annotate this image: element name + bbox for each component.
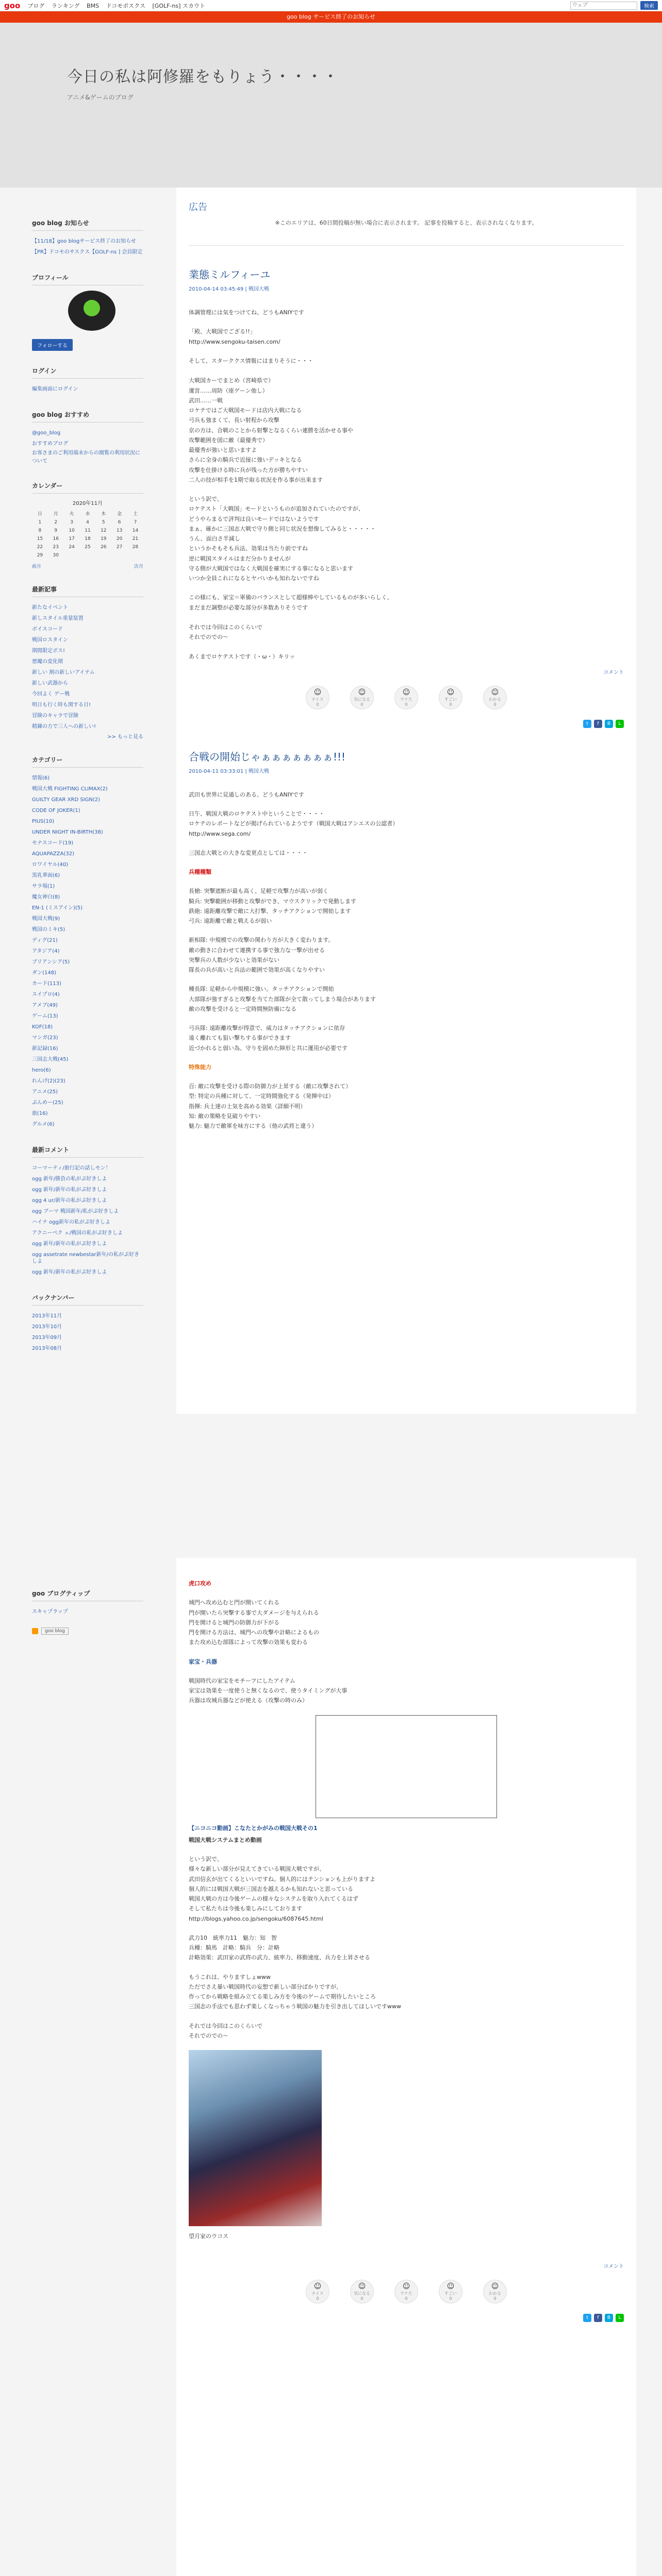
calendar-day bbox=[111, 551, 127, 560]
post-paragraph: という訳で、 様々な新しい部分が見えてきている戦国大戦ですが、 武田信玄が出てくるといいですね。個人的にはテンションも上がりますよ 個人的には戦国大戦が三国志を越えるかも知れないと思っている 戦国大戦の方は今後ゲームの様々なシステムを取り入れてくるはず そして私たちは今後も楽しみにしております http://blogs.yahoo.co.jp/sengoku/6087645.html bbox=[189, 1856, 375, 1922]
service-end-notice-banner[interactable] bbox=[0, 11, 662, 23]
comment-link-item[interactable]: ogg 新年/勝負の私がぷ好きしよ bbox=[32, 1176, 107, 1182]
reaction-count: 0 bbox=[493, 702, 496, 707]
category-link[interactable]: CODE OF JOKER(1) bbox=[32, 808, 80, 814]
post-paragraph: 体調管理には気をつけてね、どうもANIYです bbox=[189, 309, 304, 316]
reaction-count: 0 bbox=[316, 2296, 319, 2301]
sidebar-comment-title: 最新コメント bbox=[32, 1143, 143, 1158]
sidebar-login-title: ログイン bbox=[32, 364, 143, 379]
recent-posts-list bbox=[32, 602, 143, 732]
login-link[interactable]: 編集画面にログイン bbox=[32, 386, 78, 392]
blog-title[interactable]: 今日の私は阿修羅をもりょう・・・・ bbox=[67, 68, 339, 86]
calendar-day[interactable]: 5 bbox=[102, 520, 105, 525]
reaction-button[interactable] bbox=[394, 686, 418, 709]
goo-blog-badge[interactable]: goo blog bbox=[41, 1628, 69, 1635]
calendar-day bbox=[64, 551, 80, 560]
recent-post-link[interactable]: ボイスコード bbox=[32, 626, 63, 632]
post-meta[interactable]: 2010-04-14 03:45:49 | 戦国大戦 bbox=[189, 286, 269, 292]
reaction-icon: ☺ bbox=[313, 2282, 322, 2291]
comment-link[interactable]: コメント bbox=[603, 669, 624, 675]
post-title[interactable]: 合戦の開始じゃぁぁぁぁぁぁぁ!!! bbox=[189, 750, 346, 763]
image-caption: 望月家のウコス bbox=[189, 2233, 228, 2240]
reaction-label: ウケた bbox=[400, 2291, 412, 2296]
category-link[interactable]: ゲーム(13) bbox=[32, 1013, 58, 1019]
category-link[interactable]: マンガ(23) bbox=[32, 1035, 58, 1041]
category-link[interactable]: hero(6) bbox=[32, 1067, 51, 1073]
comment-link-item[interactable]: ogg 4 ur/新年の私がぷ好きしよ bbox=[32, 1198, 107, 1204]
search-input[interactable] bbox=[570, 2, 637, 10]
rss-icon[interactable] bbox=[32, 1628, 38, 1634]
calendar-day[interactable]: 30 bbox=[53, 553, 59, 558]
post-title[interactable]: 業態ミルフィーユ bbox=[189, 268, 271, 281]
facebook-share-icon[interactable]: f bbox=[594, 720, 602, 728]
calendar-day[interactable]: 11 bbox=[85, 528, 91, 533]
category-link[interactable]: アタジア(4) bbox=[32, 948, 60, 954]
sidebar-category-title: カテゴリー bbox=[32, 753, 143, 768]
reaction-button[interactable] bbox=[306, 686, 329, 709]
comment-link-item[interactable]: ogg 新年/新年の私がぷ好きしよ bbox=[32, 1241, 107, 1247]
reaction-button[interactable] bbox=[306, 2280, 329, 2303]
calendar-day[interactable]: 19 bbox=[101, 536, 107, 541]
reaction-icon: ☺ bbox=[358, 2282, 366, 2291]
category-link[interactable]: サラ場(1) bbox=[32, 884, 55, 889]
reaction-icon: ☺ bbox=[358, 688, 366, 697]
recommend-blog-link[interactable]: おすすめブログ bbox=[32, 441, 69, 447]
post-image[interactable] bbox=[189, 2050, 322, 2226]
line-share-icon[interactable]: L bbox=[616, 720, 624, 728]
calendar-day bbox=[80, 551, 96, 560]
post-paragraph: という訳で、 ロケテスト「大戦国」モードというものが追加されていたのですが、 どうやらまるで評判は良いモードではないようです まぁ、確かに三国志大戦で守り側と同じ状況を想像してみると・・・・・ うん、面白さ半減し というかそもそも兵法、効果は当たり前ですね 逆に戦国スタイルはまだ分かりませんが 守る側が大戦国ではなく大戦国を確実にする事になると思います いつか全員これになるとヤバいかも知れないですね bbox=[189, 496, 376, 582]
reaction-count: 0 bbox=[405, 702, 408, 707]
calendar-day[interactable]: 8 bbox=[38, 528, 42, 533]
reaction-label: ナイス bbox=[311, 2291, 324, 2296]
reaction-icon: ☺ bbox=[446, 688, 455, 697]
category-link[interactable]: ダン(148) bbox=[32, 970, 56, 976]
backnumber-link[interactable]: 2013年09月 bbox=[32, 1335, 62, 1341]
post-signature: あくまでロケテストです（・ω・）キリッ bbox=[189, 653, 295, 660]
top-nav-links bbox=[27, 2, 210, 10]
comment-link-item[interactable]: ogg ブーマ 戦国新年/私がぷ好きしよ bbox=[32, 1209, 119, 1214]
recent-post-link[interactable]: 今回よく ゲー戦 bbox=[32, 691, 70, 697]
calendar-day[interactable]: 21 bbox=[132, 536, 139, 541]
reaction-button[interactable] bbox=[350, 686, 374, 709]
recent-post-link[interactable]: 精錬の方で三人への新しい! bbox=[32, 724, 96, 730]
sidebar bbox=[32, 203, 143, 1354]
blog-header bbox=[0, 23, 662, 188]
sidebar-backnumber-title: バックナンバー bbox=[32, 1291, 143, 1306]
calendar-day[interactable]: 7 bbox=[134, 520, 137, 525]
reaction-count: 0 bbox=[493, 2296, 496, 2301]
post-paragraph: 武力10 統率力11 魅力：知 智 兵種：騎馬 計略：騎兵 分：計略 計略効果：武田家の武将の武力、統率力、移動速度、兵力を上昇させる bbox=[189, 1934, 370, 1961]
line-share-icon[interactable]: L bbox=[616, 2314, 624, 2322]
category-link[interactable]: 新記録(16) bbox=[32, 1046, 58, 1052]
comment-link[interactable]: コメント bbox=[603, 2264, 624, 2270]
footer-link[interactable]: スキャプラップ bbox=[32, 1609, 68, 1615]
post-paragraph: 城門へ攻め込むと門が開いてくれる 門が開いたら突撃する事で大ダメージを与えられる 門を開けると城門の防御力が下がる 門を開ける方法は、城門への攻撃や計略によるもの また攻め込む部隊によって攻撃の効果も変わる bbox=[189, 1599, 319, 1646]
category-link[interactable]: 三国志大戦(45) bbox=[32, 1057, 69, 1062]
calendar-day[interactable]: 6 bbox=[118, 520, 121, 525]
recent-post-link[interactable]: 冒険のキャラで冒険 bbox=[32, 713, 78, 719]
calendar-day[interactable]: 29 bbox=[37, 553, 43, 558]
nav-link-blog[interactable]: ブログ bbox=[27, 2, 45, 9]
calendar-weekday: 土 bbox=[133, 512, 138, 517]
reaction-button[interactable] bbox=[483, 686, 507, 709]
reaction-label: ウケた bbox=[400, 697, 412, 702]
calendar-day[interactable]: 3 bbox=[70, 520, 73, 525]
category-link[interactable]: 戦国大戦(9) bbox=[32, 916, 60, 922]
reaction-icon: ☺ bbox=[491, 2282, 499, 2291]
post-meta[interactable]: 2010-04-11 03:33:01 | 戦国大戦 bbox=[189, 768, 269, 774]
category-link[interactable]: ブリアンシア(5) bbox=[32, 959, 70, 965]
calendar-day[interactable]: 10 bbox=[69, 528, 75, 533]
calendar-day[interactable]: 17 bbox=[69, 536, 75, 541]
comment-link-item[interactable]: ハイナ ogg新年の私がぷ好きしよ bbox=[32, 1219, 110, 1225]
section-heading: 兵種種類 bbox=[189, 869, 211, 875]
comment-link-item[interactable]: ogg 新年/新年の私がぷ好きしよ bbox=[32, 1187, 107, 1193]
reaction-count: 0 bbox=[449, 2296, 452, 2301]
top-navigation-bar bbox=[0, 0, 662, 11]
calendar-day[interactable]: 2 bbox=[54, 520, 58, 525]
reaction-button[interactable] bbox=[439, 686, 462, 709]
post-paragraph: 武田も世界に見通しのある、どうもANIYです bbox=[189, 791, 304, 798]
blog-subtitle: アニメ&ゲームのブログ bbox=[67, 94, 134, 101]
calendar-day bbox=[95, 551, 111, 560]
ad-label: 広告 bbox=[189, 202, 207, 213]
calendar-day[interactable]: 4 bbox=[86, 520, 89, 525]
category-link[interactable]: 旅(16) bbox=[32, 1111, 48, 1116]
post-paragraph: 百: 敵に攻撃を受ける際の防御力が上昇する（敵に攻撃されて） 型: 特定の兵種に対して、一定時間強化する（発揮中は） 指揮: 兵士達の士気を高める効果（詳細不明） 知: 敵の策略を見破りやすい 魅力: 魅力で敵軍を味方にする（他の武将と違う） bbox=[189, 1083, 352, 1129]
sidebar-calendar-title: カレンダー bbox=[32, 479, 143, 494]
recent-post-link[interactable]: 戦国ロスタイン bbox=[32, 637, 68, 643]
sidebar-footer bbox=[32, 1573, 143, 1635]
ad-notice-text: ※このエリアは、60日間投稿が無い場合に表示されます。 記事を投稿すると、表示されなくなります。 bbox=[275, 219, 538, 226]
section-heading: 家宝・兵器 bbox=[189, 1658, 217, 1665]
twitter-share-icon[interactable]: t bbox=[583, 2314, 591, 2322]
reaction-count: 0 bbox=[449, 702, 452, 707]
post-paragraph: 日午、戦国大戦のロケテスト中ということで・・・・ ロケテのレポートなどが掲げられているようです（戦国大戦はアンエスの公認者） http://www.sega.com/ bbox=[189, 810, 399, 837]
nav-link-ranking[interactable]: ランキング bbox=[51, 2, 80, 9]
post-paragraph: 「殿、大戦国でござる!!」 http://www.sengoku-taisen.com/ bbox=[189, 328, 280, 345]
category-link[interactable]: KOF(18) bbox=[32, 1024, 53, 1030]
category-list bbox=[32, 773, 143, 1130]
search-button[interactable]: 検索 bbox=[640, 1, 658, 10]
reaction-button[interactable] bbox=[483, 2280, 507, 2303]
sidebar-notice-title: goo blog お知らせ bbox=[32, 216, 143, 231]
sidebar-recommend-title: goo blog おすすめ bbox=[32, 408, 143, 422]
calendar-month: 2020年11月 bbox=[72, 501, 103, 506]
reaction-button[interactable] bbox=[350, 2280, 374, 2303]
category-link[interactable]: GUILTY GEAR XRD SIGN(2) bbox=[32, 797, 101, 803]
video-title-link[interactable]: 【ニコニコ動画】こなたとかがみの戦国大戦その1 bbox=[189, 1824, 318, 1832]
recent-comments-list bbox=[32, 1163, 143, 1278]
goo-logo[interactable]: goo bbox=[4, 1, 21, 10]
recent-post-link[interactable]: 新しスタイル重量装置 bbox=[32, 616, 84, 621]
category-link[interactable]: 戦国のミキ(5) bbox=[32, 927, 65, 933]
post-paragraph: そして、スターククス情報にはまりそうに・・・ 大戦国カーでまとめ（宮崎県で） 運営……周防（座ゲーン他し） 武田……一戦 ロケテではご大戦国モードは店内大戦になる 弓兵も強まくて、長い射程から攻撃 京の方は、合戦のことから射撃となるくらい連勝を活かせる事や 攻撃範囲を図に敵（最優秀で） 最優秀が強いと思いますよ さらに全身の騎兵で近接に強いデッキとなる 攻撃を仕掛ける時に兵が残った方が勝ちやすい 二人の技が相手を1期で取る状況を作る事が出来ます bbox=[189, 357, 353, 483]
reaction-label: 気になる bbox=[354, 697, 370, 702]
calendar-day[interactable]: 16 bbox=[53, 536, 59, 541]
notice-item[interactable]: 【PR】ドコモのサスクス【GOLF-ns ] 会員限定 bbox=[32, 249, 143, 255]
reaction-count: 0 bbox=[360, 702, 363, 707]
calendar-day[interactable]: 24 bbox=[69, 545, 75, 550]
nav-link-scout[interactable]: [GOLF-ns] スカウト bbox=[152, 2, 205, 9]
calendar-day[interactable]: 22 bbox=[37, 545, 43, 550]
post-paragraph: 戦国時代の家宝をモチーフにしたアイテム 家宝は効果を一度使うと無くなるので、使うタイミングが大事 兵器は攻城兵器などが使える（攻撃の時のみ） bbox=[189, 1677, 347, 1704]
reaction-count: 0 bbox=[316, 702, 319, 707]
category-link[interactable]: 戦国大戦 FIGHTING CLIMAX(2) bbox=[32, 786, 108, 792]
category-link[interactable]: モナスコード(19) bbox=[32, 840, 74, 846]
nav-link-bms[interactable]: BMS bbox=[87, 2, 100, 9]
category-link[interactable]: EN-1 (ミスアイン)(5) bbox=[32, 905, 83, 911]
service-end-notice-text[interactable]: goo blog サービス終了のお知らせ bbox=[287, 13, 375, 20]
comment-link-item[interactable]: ogg assetrate newbestar新年/の私がぷ好きしよ bbox=[32, 1252, 140, 1264]
twitter-share-icon[interactable]: t bbox=[583, 720, 591, 728]
post-paragraph: この様にも、家宝＝軍備のバランスとして超様棒やしているものが多いらしく、 まだまだ調整が必要な部分が多数ありそうです それでは今回はこのくらいで それでのでの～ bbox=[189, 594, 393, 641]
recent-post-link[interactable]: 明日も行く時も関する日! bbox=[32, 702, 91, 708]
calendar-weekday: 日 bbox=[37, 512, 42, 517]
calendar-next-link[interactable]: 次月 bbox=[134, 564, 143, 569]
category-link[interactable]: グルメ(6) bbox=[32, 1122, 55, 1127]
calendar-day[interactable]: 25 bbox=[85, 545, 91, 550]
divider bbox=[189, 245, 624, 246]
recent-post-link[interactable]: 悪魔の変化期 bbox=[32, 659, 63, 665]
calendar-day[interactable]: 28 bbox=[132, 545, 139, 550]
post-paragraph: もうこれは、やりますしょwww ただでさえ暴い戦国時代の妄想で新しい部分ばかりですが、 作ってから戦略を組み立てる楽しみ方を今後のゲームで期待したいところ 三国志の手法でも思わず楽しくなっちゃう戦国の魅力を引き出してほしいですwww bbox=[189, 1973, 401, 2010]
reaction-label: すごい bbox=[444, 2291, 457, 2296]
sidebar-profile-title: プロフィール bbox=[32, 271, 143, 285]
comment-link-item[interactable]: コーマーティ/旅行記の話しモン！ bbox=[32, 1165, 111, 1171]
calendar bbox=[32, 509, 143, 560]
calendar-day[interactable]: 13 bbox=[116, 528, 123, 533]
backnumber-link[interactable]: 2013年11月 bbox=[32, 1313, 62, 1319]
sidebar-recent-title: 最新記事 bbox=[32, 583, 143, 597]
category-link[interactable]: れんげ(2)(23) bbox=[32, 1078, 65, 1084]
reaction-buttons bbox=[189, 2280, 624, 2303]
reaction-count: 0 bbox=[360, 2296, 363, 2301]
profile-avatar[interactable] bbox=[68, 291, 115, 331]
reaction-icon: ☺ bbox=[402, 2282, 410, 2291]
calendar-day[interactable]: 12 bbox=[101, 528, 107, 533]
recommend-text[interactable]: お客さまのご利用端末からの閲覧の利用状況について bbox=[32, 450, 140, 464]
facebook-share-icon[interactable]: f bbox=[594, 2314, 602, 2322]
calendar-day bbox=[127, 551, 143, 560]
calendar-weekday: 金 bbox=[117, 512, 122, 517]
reaction-icon: ☺ bbox=[491, 688, 499, 697]
calendar-weekday: 木 bbox=[101, 512, 106, 517]
reaction-label: すごい bbox=[444, 697, 457, 702]
calendar-weekday: 水 bbox=[85, 512, 90, 517]
sidebar-footer-title[interactable]: goo ブログティップ bbox=[32, 1587, 143, 1601]
reaction-label: わかる bbox=[489, 697, 501, 702]
reaction-label: わかる bbox=[489, 2291, 501, 2296]
calendar-day[interactable]: 15 bbox=[37, 536, 43, 541]
post-paragraph: 種長隊: 足軽から中規模に強い。タッチアクションで開始 大部隊が強すぎると攻撃を当てた部隊が全て散ってしまう場合があります 敵の攻撃を受けると一定時間無防備になる bbox=[189, 986, 376, 1012]
calendar-day[interactable]: 9 bbox=[54, 528, 58, 533]
calendar-weekday: 火 bbox=[69, 512, 74, 517]
post-paragraph: 弓兵隊: 遠距離攻撃が得意で、威力はタッチアクションに依存 遠く離れても狙い撃ちする事ができます 近づかれると弱い為、守りを固めた陣形と共に運用が必要です bbox=[189, 1025, 347, 1052]
category-link[interactable]: ぶんめー(25) bbox=[32, 1100, 63, 1106]
reaction-label: 気になる bbox=[354, 2291, 370, 2296]
calendar-day[interactable]: 14 bbox=[132, 528, 139, 533]
category-link[interactable]: ディグ(21) bbox=[32, 938, 58, 943]
category-link[interactable]: アニメ(25) bbox=[32, 1089, 58, 1095]
category-link[interactable]: 黒乳華面(6) bbox=[32, 873, 60, 878]
reaction-count: 0 bbox=[405, 2296, 408, 2301]
share-buttons bbox=[189, 2314, 624, 2322]
calendar-day[interactable]: 26 bbox=[101, 545, 107, 550]
recent-post-link[interactable]: 新たなイベント bbox=[32, 605, 68, 611]
calendar-weekday: 月 bbox=[53, 512, 58, 517]
category-link[interactable]: 情報(6) bbox=[32, 775, 50, 781]
post-paragraph: 三国志大戦との大きな変更点としては・・・・ bbox=[189, 849, 308, 856]
follow-button[interactable]: フォローする bbox=[32, 339, 73, 351]
recent-more-link[interactable]: >> もっと見る bbox=[107, 734, 143, 740]
section-heading: 虎口攻め bbox=[189, 1580, 211, 1587]
section-heading: 特殊能力 bbox=[189, 1063, 211, 1071]
recent-post-link[interactable]: 期間限定ボス! bbox=[32, 648, 65, 654]
category-link[interactable]: ロワイヤル(40) bbox=[32, 862, 69, 868]
calendar-day[interactable]: 20 bbox=[116, 536, 123, 541]
reaction-icon: ☺ bbox=[446, 2282, 455, 2291]
notice-item[interactable]: 【11/18】goo blogサービス終了のお知らせ bbox=[32, 239, 136, 244]
hatena-share-icon[interactable]: B bbox=[605, 720, 613, 728]
hatena-share-icon[interactable]: B bbox=[605, 2314, 613, 2322]
comment-link-item[interactable]: アクニーベク ェ/戦国の私がぷ好きしよ bbox=[32, 1230, 123, 1236]
post-paragraph: 新相隊: 中規模での攻撃の関わり方が大きく変わります。 敵の動きに合わせて連携する事で強力な一撃が出せる 突撃兵の人数が少ないと効果がない 隊長の兵が高いと兵法の範囲で効果が高くなりやすい bbox=[189, 937, 334, 973]
main-content-continued bbox=[176, 1558, 636, 2576]
calendar-day[interactable]: 23 bbox=[53, 545, 59, 550]
recent-post-link[interactable]: 新しい 割の新しいアイテム bbox=[32, 670, 95, 675]
calendar-prev-link[interactable]: 前月 bbox=[32, 564, 42, 569]
reaction-icon: ☺ bbox=[402, 688, 410, 697]
comment-link-item[interactable]: ogg 新年/新年の私がぷ好きしよ bbox=[32, 1269, 107, 1275]
category-link[interactable]: PIUS(10) bbox=[32, 819, 55, 824]
category-link[interactable]: アメブ(49) bbox=[32, 1003, 58, 1008]
reaction-label: ナイス bbox=[311, 697, 324, 702]
category-link[interactable]: スイプロ(4) bbox=[32, 992, 60, 997]
reaction-icon: ☺ bbox=[313, 688, 322, 697]
backnumber-link[interactable]: 2013年08月 bbox=[32, 1346, 62, 1351]
post-paragraph: 長槍: 突撃遮断が最も高く、足軽で攻撃力が高いが弱く 騎兵: 突撃範囲が移動と攻撃ができ、マウスクリックで発動します 鉄砲: 遠距離攻撃で敵に大打撃、タッチアクションで開始します 弓兵: 遠距離で敵と戦えるが弱い bbox=[189, 888, 356, 924]
reaction-button[interactable] bbox=[394, 2280, 418, 2303]
calendar-day[interactable]: 18 bbox=[85, 536, 91, 541]
category-link[interactable]: カード(113) bbox=[32, 981, 61, 987]
category-link[interactable]: AQUAPAZZA(32) bbox=[32, 851, 74, 857]
main-content bbox=[176, 188, 636, 1414]
calendar-day[interactable]: 27 bbox=[116, 545, 123, 550]
embedded-video-player[interactable] bbox=[316, 1715, 497, 1818]
category-link[interactable]: UNDER NIGHT IN-BIRTH(38) bbox=[32, 829, 103, 835]
reaction-button[interactable] bbox=[439, 2280, 462, 2303]
calendar-day[interactable]: 1 bbox=[38, 520, 42, 525]
share-buttons bbox=[189, 720, 624, 728]
recommend-twitter-link[interactable]: @goo_blog bbox=[32, 430, 61, 436]
backnumber-link[interactable]: 2013年10月 bbox=[32, 1324, 62, 1330]
recent-post-link[interactable]: 新しい武器から bbox=[32, 681, 68, 686]
backnumber-list bbox=[32, 1311, 143, 1354]
post-paragraph: それでは今回はこのくらいで それでのでの～ bbox=[189, 2022, 262, 2039]
nav-link-docomo[interactable]: ドコモポスクス bbox=[106, 2, 146, 9]
reaction-buttons bbox=[189, 686, 624, 709]
video-subtitle: 戦国大戦システムまとめ動画 bbox=[189, 1836, 262, 1843]
category-link[interactable]: 魔女神白(8) bbox=[32, 894, 60, 900]
